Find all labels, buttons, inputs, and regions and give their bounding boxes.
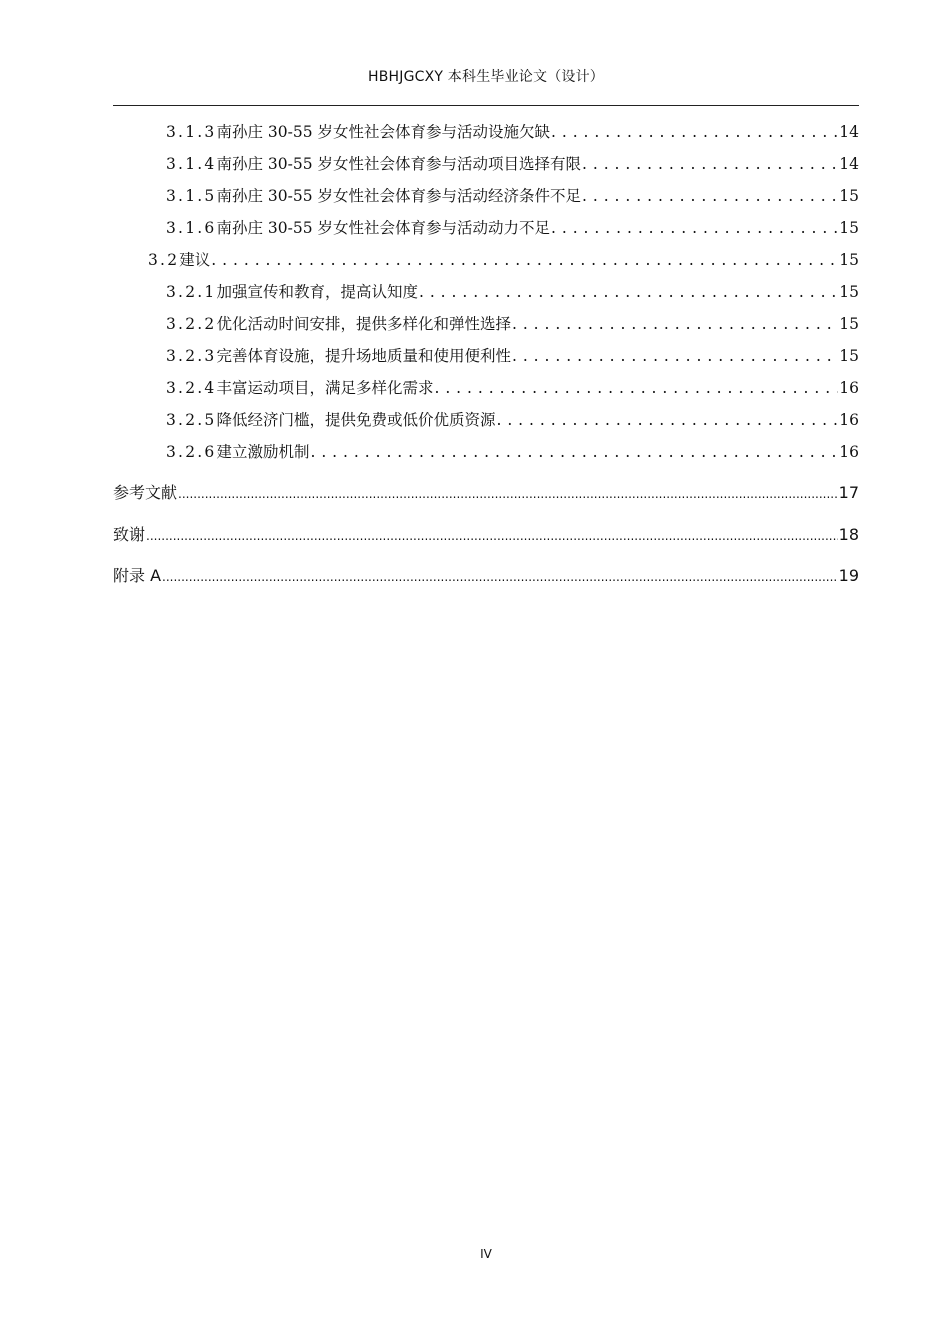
toc-entry-page: 15 <box>839 315 859 333</box>
page-header: HBHJGCXY 本科生毕业论文（设计） <box>367 69 604 85</box>
toc-entry-number: 3.1.3 <box>166 123 217 141</box>
toc-entry-title: 加强宣传和教育，提高认知度 <box>216 283 418 301</box>
toc-dot-leader <box>582 152 838 176</box>
page-number: IV <box>480 1247 492 1261</box>
toc-entry-page: 15 <box>839 187 859 205</box>
toc-entry-title: 完善体育设施，提升场地质量和使用便利性 <box>216 347 511 365</box>
toc-entry-title: 南孙庄 30-55 岁女性社会体育参与活动设施欠缺 <box>216 123 550 141</box>
toc-dot-leader <box>211 248 838 272</box>
toc-dot-leader <box>582 184 838 208</box>
toc-entry-page: 16 <box>839 443 859 461</box>
toc-entry-page: 16 <box>839 379 859 397</box>
toc-dot-leader <box>434 376 838 400</box>
toc-entry-page: 15 <box>839 251 859 269</box>
toc-dot-leader <box>512 344 838 368</box>
toc-entry-number: 3.2.4 <box>166 379 217 397</box>
toc-entry-title: 南孙庄 30-55 岁女性社会体育参与活动动力不足 <box>216 219 550 237</box>
toc-entry-number: 3.2.3 <box>166 347 217 365</box>
toc-entry-page: 15 <box>839 347 859 365</box>
toc-entry-title: 南孙庄 30-55 岁女性社会体育参与活动经济条件不足 <box>216 187 581 205</box>
toc-entry-title: 建立激励机制 <box>216 443 310 461</box>
toc-entry-number: 3.1.5 <box>166 187 217 205</box>
toc-entry-3-1-4[interactable] <box>166 152 859 176</box>
toc-dot-leader <box>146 523 838 548</box>
toc-entry-number: 3.1.4 <box>166 155 217 173</box>
toc-entry-3-2-1[interactable] <box>166 280 859 304</box>
toc-entry-3-2-4[interactable] <box>166 376 859 400</box>
toc-dot-leader <box>162 564 838 589</box>
toc-entry-page: 16 <box>839 411 859 429</box>
toc-entry-3-2-5[interactable] <box>166 408 859 432</box>
toc-entry-references[interactable] <box>113 481 859 505</box>
toc-dot-leader <box>496 408 838 432</box>
toc-entry-title: 丰富运动项目，满足多样化需求 <box>216 379 434 397</box>
toc-entry-title: 致谢 <box>113 525 146 544</box>
toc-entry-number: 3.2.1 <box>166 283 217 301</box>
toc-dot-leader <box>310 440 838 464</box>
header-divider <box>113 105 859 106</box>
toc-entry-number: 3.2 <box>148 251 180 269</box>
toc-entry-page: 17 <box>838 483 859 502</box>
toc-entry-acknowledgements[interactable] <box>113 523 859 547</box>
toc-entry-3-1-3[interactable] <box>166 120 859 144</box>
toc-dot-leader <box>512 312 838 336</box>
toc-entry-number: 3.2.2 <box>166 315 217 333</box>
toc-entry-page: 14 <box>839 123 859 141</box>
toc-entry-3-2-3[interactable] <box>166 344 859 368</box>
toc-entry-title: 建议 <box>179 251 211 269</box>
toc-dot-leader <box>551 216 838 240</box>
toc-entry-number: 3.2.5 <box>166 411 217 429</box>
toc-entry-page: 18 <box>838 525 859 544</box>
toc-entry-appendix-a[interactable] <box>113 564 859 588</box>
toc-entry-3-2-2[interactable] <box>166 312 859 336</box>
toc-entry-number: 3.2.6 <box>166 443 217 461</box>
toc-dot-leader <box>419 280 838 304</box>
toc-dot-leader <box>178 481 838 506</box>
toc-entry-title: 南孙庄 30-55 岁女性社会体育参与活动项目选择有限 <box>216 155 581 173</box>
toc-entry-page: 15 <box>839 219 859 237</box>
toc-entry-3-2-6[interactable] <box>166 440 859 464</box>
toc-entry-page: 19 <box>838 566 859 585</box>
toc-entry-title: 降低经济门槛，提供免费或低价优质资源 <box>216 411 496 429</box>
toc-entry-page: 15 <box>839 283 859 301</box>
toc-dot-leader <box>551 120 838 144</box>
toc-entry-3-2[interactable] <box>148 248 859 272</box>
toc-entry-3-1-6[interactable] <box>166 216 859 240</box>
toc-entry-title: 参考文献 <box>113 483 178 502</box>
toc-entry-title: 附录 A <box>113 566 162 585</box>
toc-entry-page: 14 <box>839 155 859 173</box>
toc-entry-title: 优化活动时间安排，提供多样化和弹性选择 <box>216 315 511 333</box>
toc-entry-number: 3.1.6 <box>166 219 217 237</box>
toc-entry-3-1-5[interactable] <box>166 184 859 208</box>
